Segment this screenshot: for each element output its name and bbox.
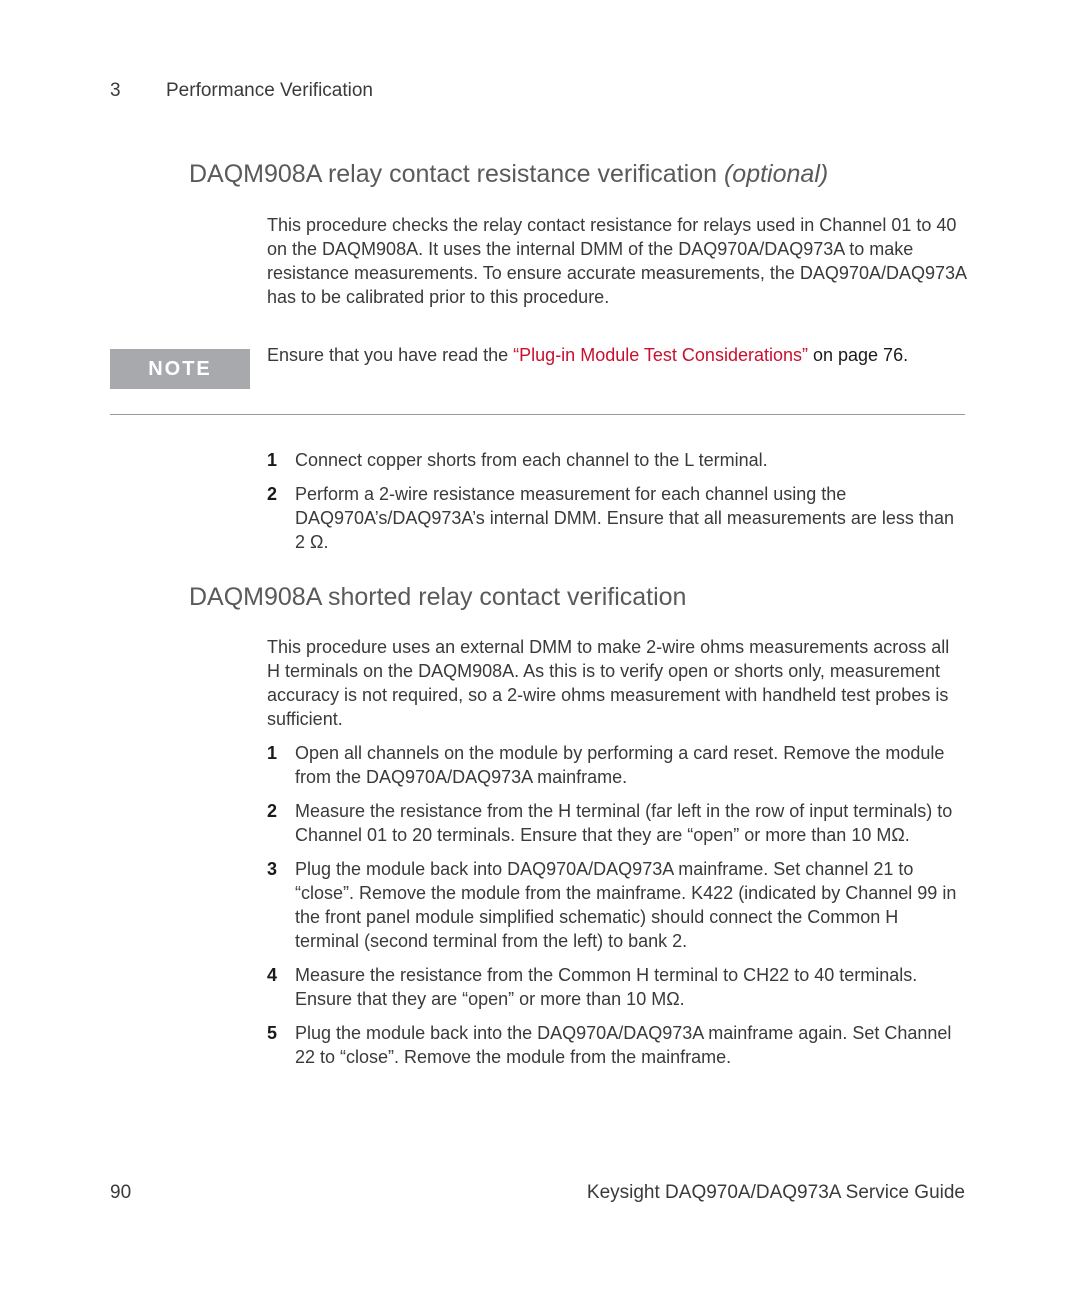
section2-steps-list xyxy=(267,741,967,1079)
step-text: Open all channels on the module by performing a card reset. Remove the module from the DAQ970A/DAQ973A mainframe. xyxy=(295,743,945,787)
step-text: Measure the resistance from the H terminal (far left in the row of input terminals) to Channel 01 to 20 terminals. Ensure that they are “open” or more than 10 MΩ. xyxy=(295,801,953,845)
section1-intro-paragraph: This procedure checks the relay contact resistance for relays used in Channel 01 to 40 on the DAQM908A. It uses the internal DMM of the DAQ970A/DAQ973A to make resistance measurements. To ensure accurate measurements, the DAQ970A/DAQ973A has to be calibrated prior to this procedure. xyxy=(267,215,967,307)
list-item xyxy=(267,448,967,472)
section-heading-text: DAQM908A relay contact resistance verification xyxy=(189,160,718,188)
section-heading-shorted-relay-contact xyxy=(189,583,686,612)
list-item xyxy=(267,482,967,554)
step-number: 2 xyxy=(267,801,278,821)
running-header xyxy=(110,80,373,102)
list-item xyxy=(267,963,967,1011)
step-number: 2 xyxy=(267,484,278,504)
note-text xyxy=(267,343,908,367)
note-page-reference[interactable]: on page 76. xyxy=(807,345,909,365)
step-number: 1 xyxy=(267,450,278,470)
step-number: 3 xyxy=(267,859,278,879)
page-number: 90 xyxy=(110,1182,132,1203)
step-text: Plug the module back into the DAQ970A/DAQ973A mainframe again. Set Channel 22 to “close”. Remove the module from the mainframe. xyxy=(295,1023,952,1067)
chapter-title: Performance Verification xyxy=(166,80,373,101)
plug-in-module-test-considerations-link[interactable]: “Plug-in Module Test Considerations” xyxy=(513,345,808,365)
note-divider xyxy=(110,414,965,415)
list-item xyxy=(267,1021,967,1069)
step-text: Measure the resistance from the Common H terminal to CH22 to 40 terminals. Ensure that they are “open” or more than 10 MΩ. xyxy=(295,965,918,1009)
section-heading-relay-contact-resistance xyxy=(189,160,828,189)
section-heading-optional: (optional) xyxy=(723,160,829,188)
section-heading-text: DAQM908A shorted relay contact verification xyxy=(189,583,687,611)
note-text-prefix: Ensure that you have read the xyxy=(267,345,514,365)
step-text: Connect copper shorts from each channel to the L terminal. xyxy=(295,450,768,470)
step-number: 1 xyxy=(267,743,278,763)
step-number: 4 xyxy=(267,965,278,985)
section1-steps-list xyxy=(267,448,967,564)
list-item xyxy=(267,857,967,953)
list-item xyxy=(267,741,967,789)
note-badge: NOTE xyxy=(110,349,250,389)
chapter-number: 3 xyxy=(110,80,121,101)
step-number: 5 xyxy=(267,1023,278,1043)
section2-intro-paragraph: This procedure uses an external DMM to make 2-wire ohms measurements across all H terminals on the DAQM908A. As this is to verify open or shorts only, measurement accuracy is not required, so a 2-wire ohms measurement with handheld test probes is sufficient. xyxy=(267,637,950,729)
list-item xyxy=(267,799,967,847)
step-text: Perform a 2-wire resistance measurement for each channel using the DAQ970A’s/DAQ973A’s internal DMM. Ensure that all measurements are less than 2 Ω. xyxy=(295,484,954,552)
step-text: Plug the module back into DAQ970A/DAQ973A mainframe. Set channel 21 to “close”. Remove the module from the mainframe. K422 (indicated by Channel 99 in the front panel module simplified schematic) should connect the Common H terminal (second terminal from the left) to bank 2. xyxy=(295,859,957,951)
running-footer xyxy=(110,1182,965,1204)
guide-title: Keysight DAQ970A/DAQ973A Service Guide xyxy=(586,1182,965,1203)
